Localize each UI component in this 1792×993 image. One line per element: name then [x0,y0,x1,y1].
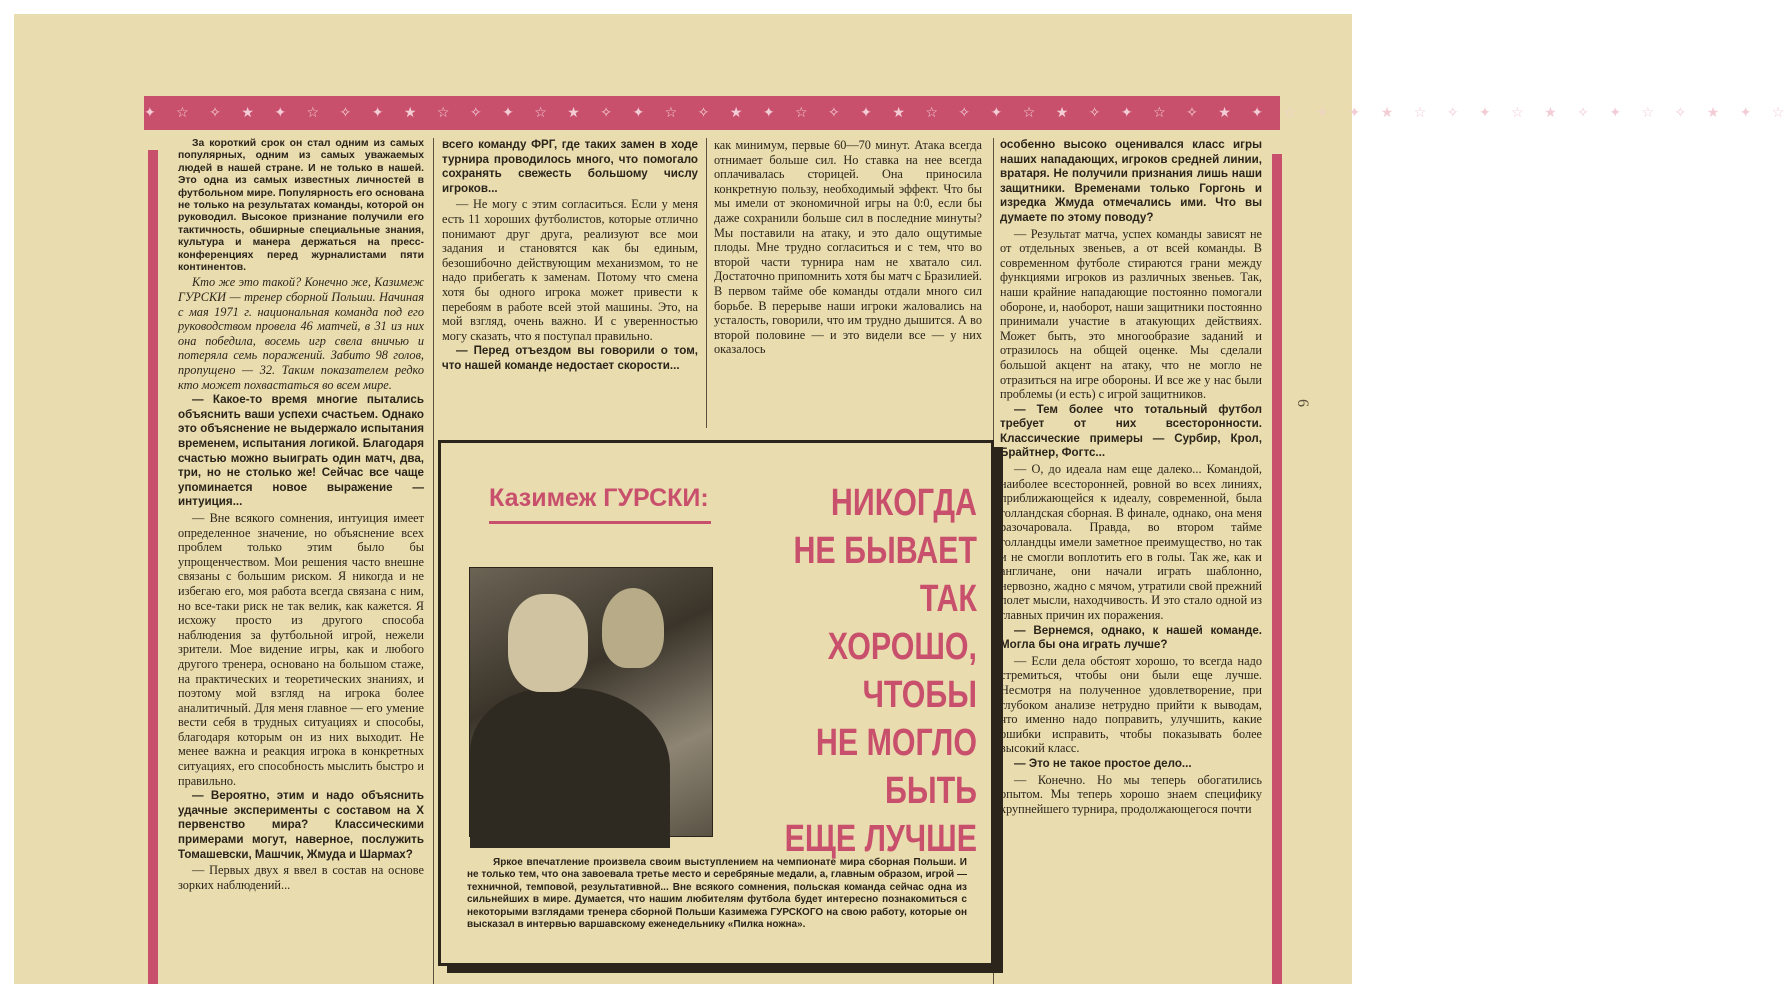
question-paragraph: — Какое-то время многие пытались объяснить ваши успехи счастьем. Однако это объяснение не выдержало испытания временем, испытания логикой. Благодаря счастью можно выиграть один матч, два, три, но не столько же! Сейчас все чаще упоминается новое выражение — интуиция... [178,393,424,509]
question-paragraph: — Перед отъездом вы говорили о том, что нашей команде недостает скорости... [442,344,698,372]
answer-paragraph: — Если дела обстоят хорошо, то всегда надо стремиться, чтобы они были еще лучше. Несмотря на полученное удовлетворение, при глубоком анализе нетрудно прийти к выводам, что именно надо поправить, улучшить, какие ошибки исправить, чтобы показывать более высокий класс. [1000,653,1262,756]
photo-caption [467,857,967,931]
question-paragraph: — Это не такое простое дело... [1014,756,1192,770]
answer-paragraph: — О, до идеала нам еще далеко... Командой, наиболее всесторонней, ровной во всех линиях, приближающейся к идеалу, современной, была голландская сборная. В финале, однако, она меня разочаровала. Правда, во втором тайме голландцы имели заметное преимущество, но так и не смогли воплотить его в голы. Так же, как и англичане, они начали играть шаблонно, нервозно, жадно с мячом, утратили свой прежний полет мысли, находчивость. И это стало одной из главных причин их поражения. [1000,462,1262,622]
answer-paragraph: как минимум, первые 60—70 минут. Атака всегда отнимает больше сил. Но ставка на нее всегда оплачивалась сторицей. Она приносила конкретную пользу, необходимый эффект. Что бы мы имели от экономичной игры на 0:0, если бы даже сохранили больше сил в последние минуты? Мы поставили на атаку, и это дало ощутимые плоды. Мне трудно согласиться и с тем, что во второй части турнира нам не хватало сил. Достаточно припомнить хотя бы матч с Бразилией. В первом тайме обе команды отдали много сил борьбе. В перерыве наши игроки жаловались на усталость, говорили, что им трудно дышится. А во второй половине — и это видели все — у них оказалось [714,138,982,357]
headline-line: ЧТОБЫ [862,674,977,716]
feature-box [438,440,994,966]
decorative-banner [144,96,1792,130]
byline: Казимеж ГУРСКИ: [489,484,709,512]
woman-figure [602,588,664,668]
byline-underline [489,521,711,524]
answer-paragraph: — Первых двух я ввел в состав на основе зорких наблюдений... [178,863,424,892]
headline [769,479,977,863]
article-column-3 [714,138,982,428]
portrait-photo [469,567,713,837]
article-column-1 [178,138,424,984]
headline-line: НЕ МОГЛО [815,722,977,764]
question-paragraph: — Тем более что тотальный футбол требует от них всесторонности. Классические примеры — Сурбир, Крол, Брайтнер, Фогтс... [1000,402,1262,460]
caption-text: Яркое впечатление произвела своим выступлением на чемпионате мира сборная Польши. И не только тем, что она завоевала третье место и серебряные медали, а, главным образом, игрой — техничной, темповой, результативной... Вне всякого сомнения, польская команда сейчас одна из сильнейших в мире. Думается, что нашим любителям футбола будет интересно познакомиться с некоторыми взглядами тренера сборной Польши Казимежа ГУРСКОГО на свою работу, которые он высказал в интервью варшавскому еженедельнику «Пилка ножна». [467,857,967,931]
headline-line: ТАК [919,578,977,620]
column-rule [706,138,707,428]
article-column-4 [1000,138,1262,984]
newspaper-page [14,14,1792,984]
headline-line: НИКОГДА [830,482,977,524]
man-shoulders [470,688,670,848]
answer-paragraph: — Не могу с этим согласиться. Если у меня есть 11 хороших футболистов, которые отлично понимают друг друга, реализуют все мои задания и становятся как бы единым, безошибочно действующим механизмом, то не надо прибегать к заменам. Потому что смена хотя бы одного игрока может привести к перебоям в работе всей этой машины. Это, на мой взгляд, очень важно. И с уверенностью могу сказать, что я поступал правильно. [442,197,698,343]
question-paragraph: особенно высоко оценивался класс игры наших нападающих, игроков средней линии, вратаря. Не получили признания лишь наши защитники. Временами только Горгонь и изредка Жмуда отмечались ими. Что вы думаете по этому поводу? [1000,138,1262,224]
article-column-2 [442,138,698,428]
star-ornament-icon: ✦ ☆ ✧ ★ ✦ ☆ ✧ ✦ ★ ☆ ✧ ✦ ☆ ★ ✧ ✦ ☆ ✧ ★ ✦ ☆ ✧ ✦ ★ ☆ ✧ ✦ ☆ ★ ✧ ✦ ☆ ✧ ★ ✦ ☆ ✧ ✦ ★ ☆ ✧ ✦ ☆ ★ ✧ ✦ ☆ ✧ ★ ✦ ☆ [144,105,1792,121]
headline-line: ХОРОШО, [827,626,977,668]
right-color-bar [1272,154,1282,984]
headline-line: ЕЩЕ ЛУЧШЕ [784,818,977,860]
intro-paragraph: За короткий срок он стал одним из самых популярных, одним из самых уважаемых людей в нашей стране. И не только в нашей. Это одна из самых известных личностей в футбольном мире. Популярность его основана не только на результатах команды, которой он руководил. Высокое признание получили его тактичность, обширные специальные знания, культура и манера держаться на пресс-конференциях перед журналистами пяти континентов. [178,138,424,274]
headline-line: НЕ БЫВАЕТ [793,530,977,572]
page-number: 6 [1294,399,1311,407]
question-paragraph: всего команду ФРГ, где таких замен в ходе турнира проводилось много, что помогало сохранять свежесть большому числу игроков... [442,138,698,195]
answer-paragraph: — Результат матча, успех команды зависят не от отдельных звеньев, а от всей команды. В современном футболе стираются грани между функциями игроков из различных звеньев. Так, наши крайние нападающие постоянно помогали обороне, и, наоборот, наши защитники постоянно принимали участие в атакующих действиях. Может быть, это многообразие заданий и отразилось на общей оценке. Мы сделали большой акцент на атаку, что не могло не отразиться на игре обороны. И все же у нас были проблемы (и есть) с игрой защитников. [1000,226,1262,402]
answer-paragraph: — Конечно. Но мы теперь обогатились опытом. Мы теперь хорошо знаем специфику крупнейшего турнира, продолжающегося почти [1000,772,1262,816]
column-rule [433,138,434,984]
answer-paragraph: — Вне всякого сомнения, интуиция имеет определенное значение, но объяснение всех проблем только этим было бы упрощенчеством. Мои решения часто внешне связаны с большим риском. Я никогда и не избегаю его, моя работа всегда связана с ним, но все-таки риск не так велик, как кажется. Я исхожу просто из другого способа наблюдения за футбольной игрой, нежели зрители. Мое видение игры, как и любого другого тренера, основано на большом стаже, на практических и теоретических знаниях, и поэтому мой взгляд на игрока более аналитичный. Для меня главное — его умение вести себя в трудных ситуациях и способы, благодаря которым он из них выходит. Не менее важна и реакция игрока в конкретных ситуациях, его способность мыслить быстро и правильно. [178,510,424,788]
man-face [508,594,588,692]
left-color-bar [148,150,158,984]
question-paragraph: — Вернемся, однако, к нашей команде. Могла бы она играть лучше? [1000,623,1262,652]
who-paragraph: Кто же это такой? Конечно же, Казимеж ГУРСКИ — тренер сборной Польши. Начиная с мая 1971 г. национальная команда под его руководством провела 46 матчей, в 31 из них она победила, восемь игр свела вничью и потеряла семь поражений. Забито 98 голов, пропущено — 32. Таким показателем редко кто может похвастаться во всем мире. [178,275,424,392]
headline-line: БЫТЬ [884,770,977,812]
question-paragraph: — Вероятно, этим и надо объяснить удачные эксперименты с составом на X первенство мира? Классическими примерами могут, наверное, послужить Томашевски, Машчик, Жмуда и Шармах? [178,789,424,861]
